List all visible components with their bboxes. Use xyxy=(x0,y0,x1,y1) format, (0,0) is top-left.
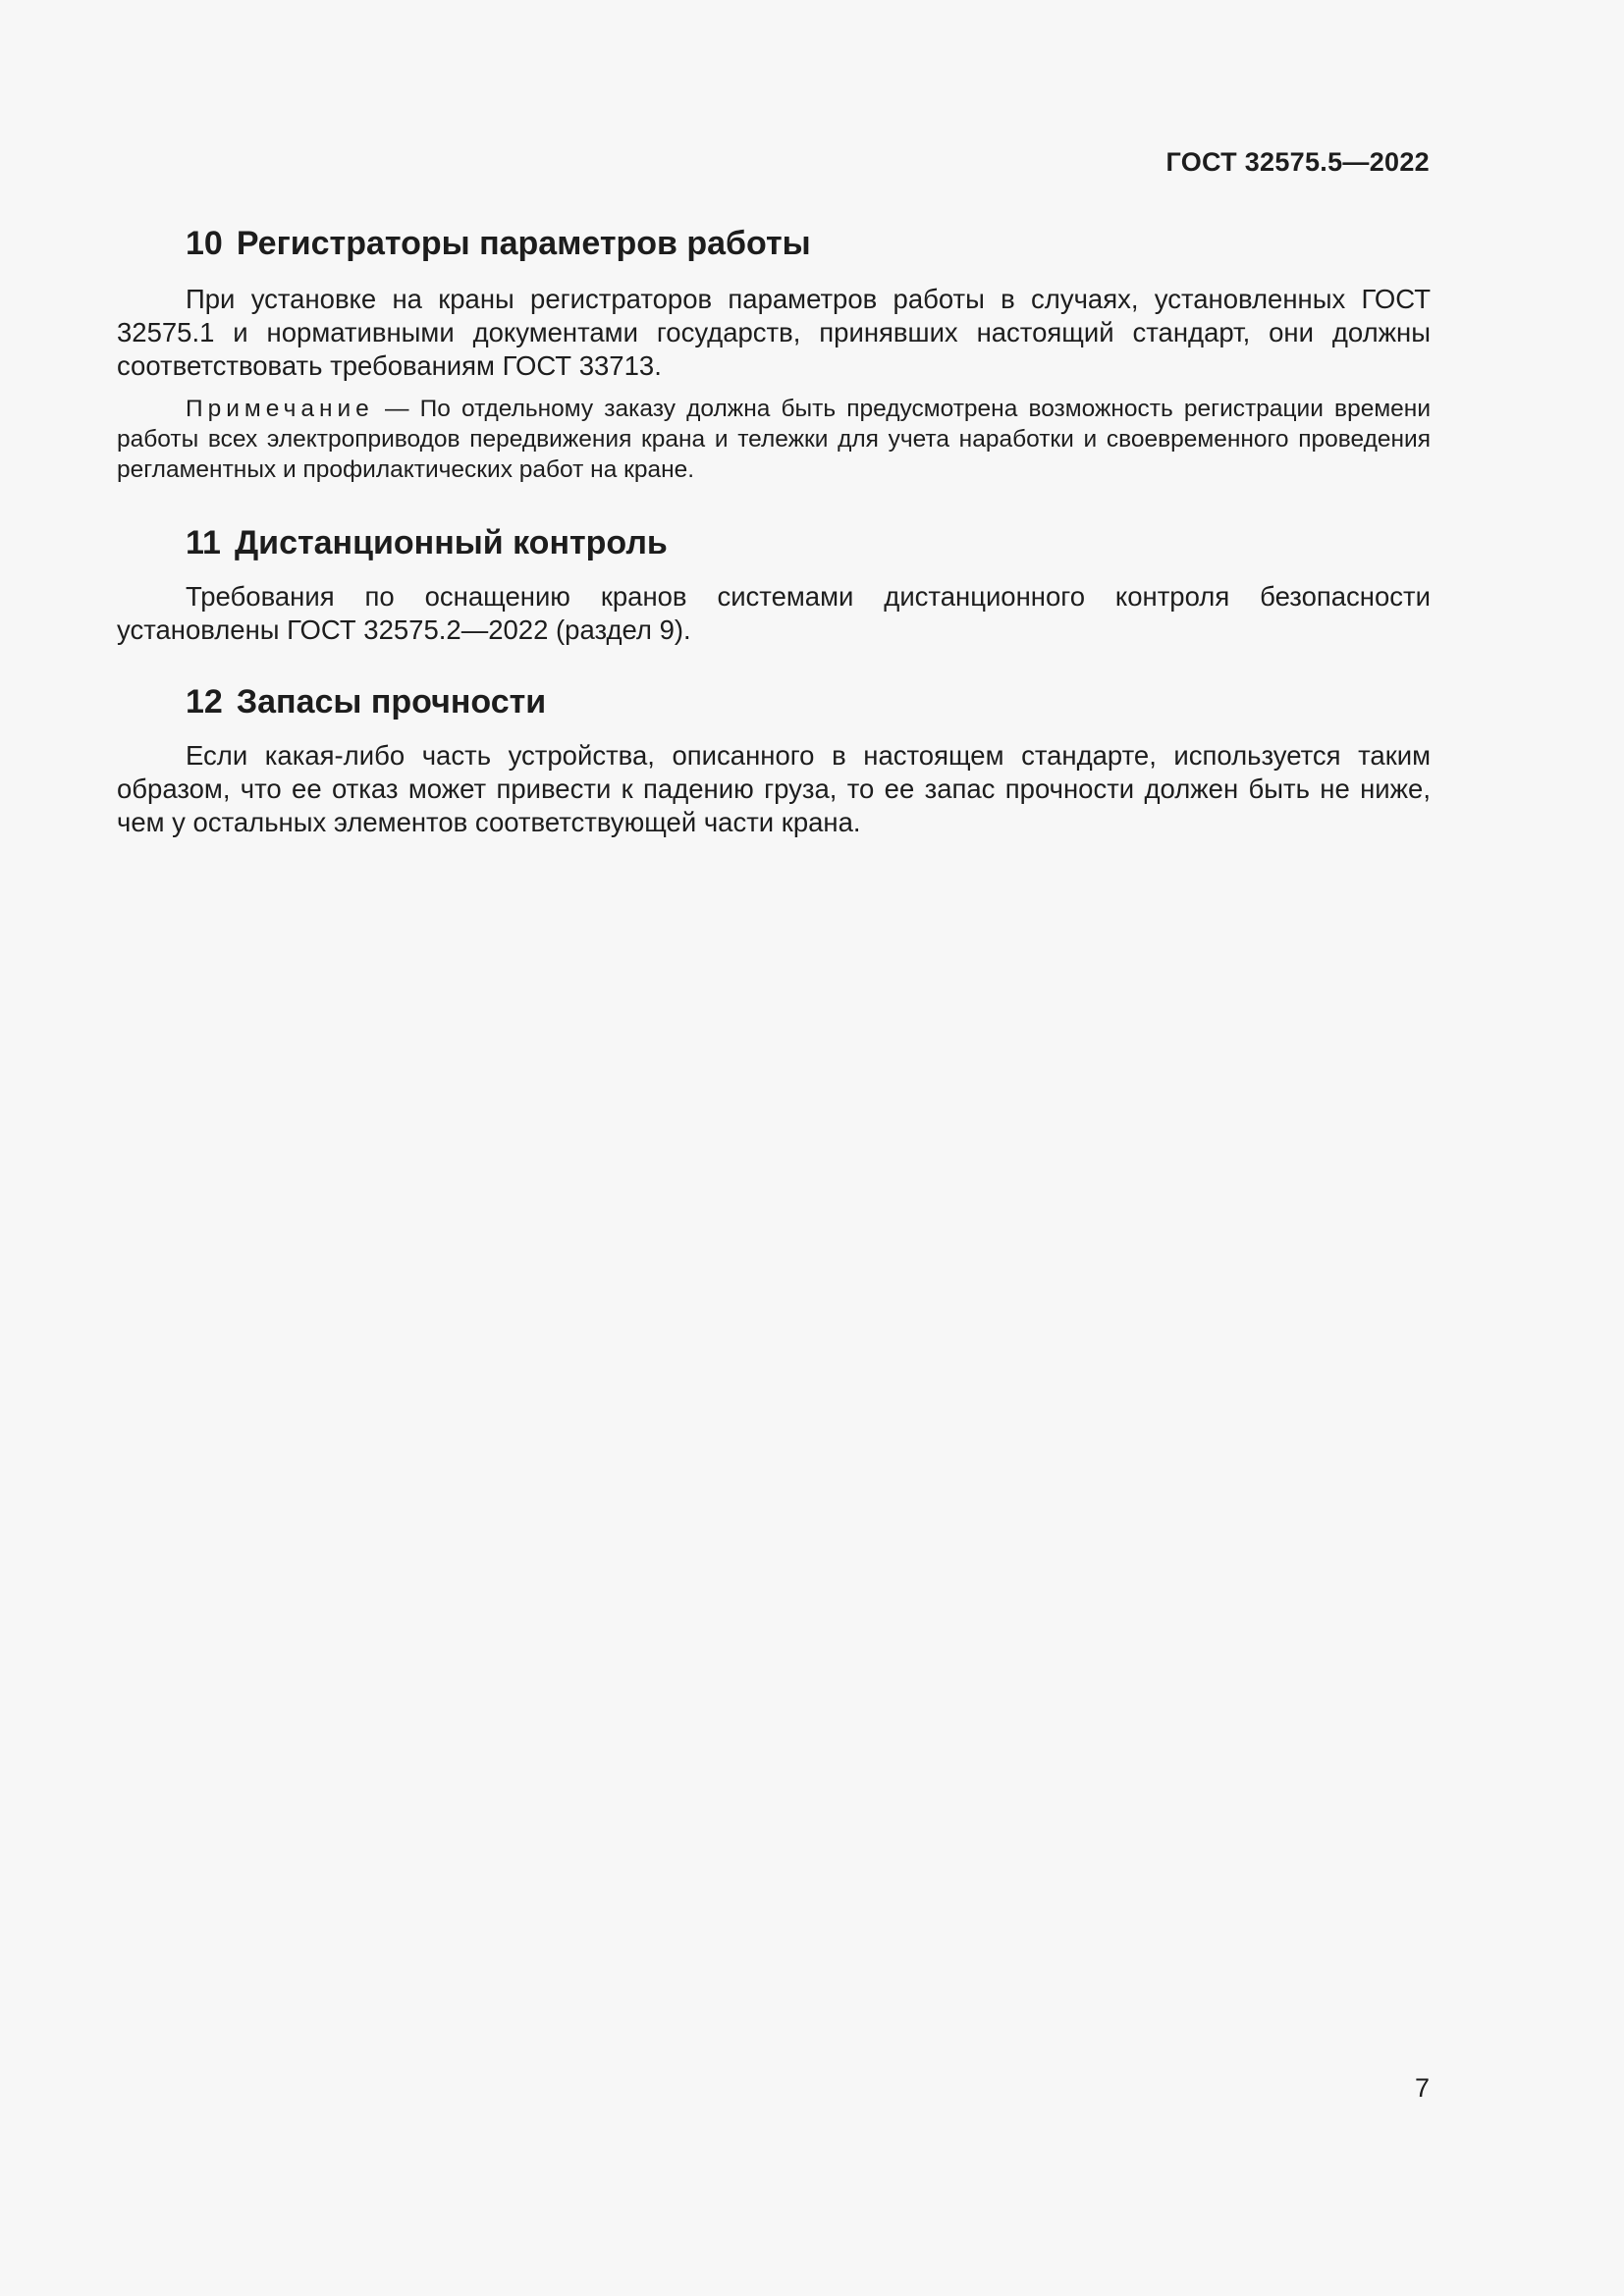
section-12-title xyxy=(117,680,1431,723)
section-11-title xyxy=(117,521,1431,564)
section-heading-text: Дистанционный контроль xyxy=(234,524,668,561)
section-heading-text: Регистраторы параметров работы xyxy=(236,225,811,262)
page-number: 7 xyxy=(1414,2073,1430,2103)
section-10-paragraph: При установке на краны регистраторов параметров работы в случаях, установленных ГОСТ 32575.1 и нормативными документами государств, принявших настоящий стандарт, они должны соответствовать требованиям ГОСТ 33713. xyxy=(117,284,1431,381)
section-number: 10 xyxy=(186,225,223,262)
section-11-paragraph: Требования по оснащению кранов системами дистанционного контроля безопасности установлены ГОСТ 32575.2—2022 (раздел 9). xyxy=(117,581,1431,645)
document-body xyxy=(117,222,1431,839)
section-12-paragraph: Если какая-либо часть устройства, описанного в настоящем стандарте, используется таким образом, что ее отказ может привести к падению груза, то ее запас прочности должен быть не ниже, чем у остальных элементов соответствующей части крана. xyxy=(117,740,1431,837)
section-10-title xyxy=(117,222,1431,265)
section-10-note xyxy=(117,394,1431,485)
document-header-id: ГОСТ 32575.5—2022 xyxy=(1165,147,1430,177)
note-label: Примечание xyxy=(186,396,374,422)
note-text: — По отдельному заказу должна быть предусмотрена возможность регистрации времени работы всех электроприводов передвижения крана и тележки для учета наработки и своевременного проведения регламентных и профилактических работ на кране. xyxy=(117,396,1431,483)
section-number: 12 xyxy=(186,683,223,721)
section-number: 11 xyxy=(186,524,221,561)
section-heading-text: Запасы прочности xyxy=(236,683,547,721)
